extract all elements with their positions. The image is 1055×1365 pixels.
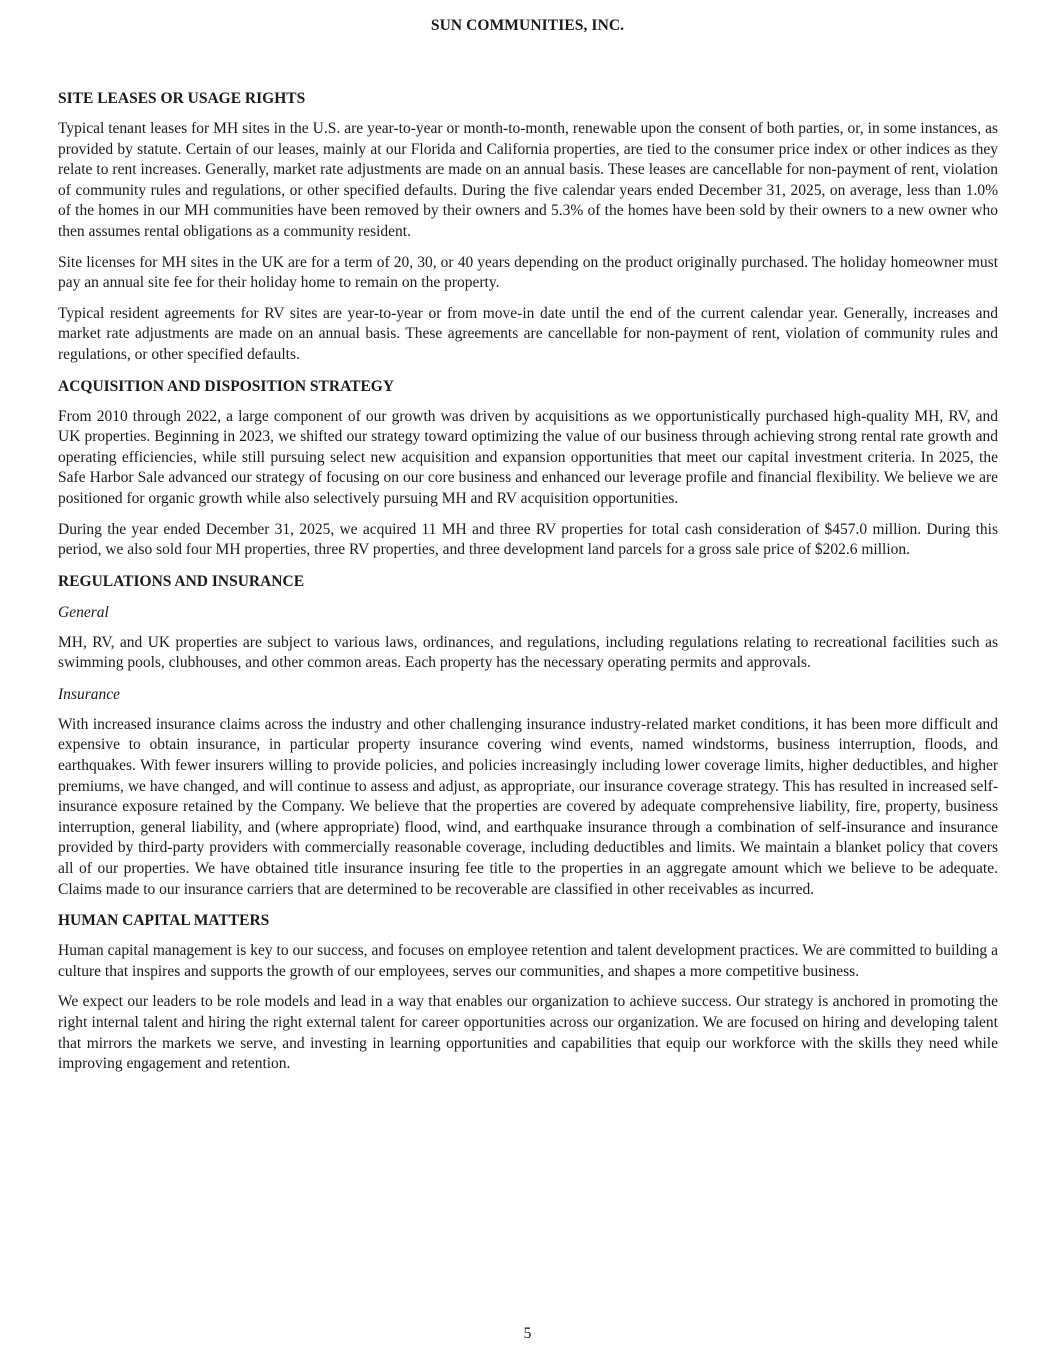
section-regulations bbox=[58, 571, 998, 901]
section-heading: REGULATIONS AND INSURANCE bbox=[58, 572, 305, 590]
paragraph: MH, RV, and UK properties are subject to various laws, ordinances, and regulations, including regulations relating to recreational facilities such as swimming pools, clubhouses, and other common areas. Each property has the necessary operating permits and approvals. bbox=[58, 633, 998, 672]
section-site-leases bbox=[58, 88, 998, 366]
paragraph: With increased insurance claims across the industry and other challenging insurance industry-related market conditions, it has been more difficult and expensive to obtain insurance, in particular property insurance covering wind events, named windstorms, business interruption, floods, and earthquakes. With fewer insurers willing to provide policies, and policies increasingly including lower coverage limits, higher deductibles, and higher premiums, we have changed, and will continue to assess and adjust, as appropriate, our insurance coverage strategy. This has resulted in increased self-insurance exposure retained by the Company. We believe that the properties are covered by adequate comprehensive liability, fire, property, business interruption, general liability, and (where appropriate) flood, wind, and earthquake insurance through a combination of self-insurance and insurance provided by third-party providers with commercially reasonable coverage, including deductibles and limits. We maintain a blanket policy that covers all of our properties. We have obtained title insurance insuring fee title to the properties in an aggregate amount which we believe to be adequate. Claims made to our insurance carriers that are determined to be recoverable are classified in other receivables as incurred. bbox=[58, 715, 998, 898]
document-body bbox=[58, 88, 998, 1085]
paragraph: We expect our leaders to be role models and lead in a way that enables our organization to achieve success. Our strategy is anchored in promoting the right internal talent and hiring the right external talent for career opportunities across our organization. We are focused on hiring and developing talent that mirrors the markets we serve, and investing in learning opportunities and capabilities that equip our workforce with the skills they need while improving engagement and retention. bbox=[58, 993, 998, 1073]
paragraph: Human capital management is key to our success, and focuses on employee retention and talent development practices. We are committed to building a culture that inspires and supports the growth of our employees, serves our communities, and shapes a more competitive business. bbox=[58, 942, 998, 980]
document-header: SUN COMMUNITIES, INC. bbox=[430, 17, 625, 34]
paragraph: During the year ended December 31, 2025, we acquired 11 MH and three RV properties for total cash consideration of $457.0 million. During this period, we also sold four MH properties, three RV properties, and three development land parcels for a gross sale price of $202.6 million. bbox=[58, 520, 998, 559]
section-heading: SITE LEASES OR USAGE RIGHTS bbox=[58, 90, 306, 107]
section-human-capital bbox=[58, 910, 998, 1075]
paragraph: Typical tenant leases for MH sites in the U.S. are year-to-year or month-to-month, renewable upon the consent of both parties, or, in some instances, as provided by statute. Certain of our leases, mainly at our Florida and California properties, are tied to the consumer price index or other indices as they relate to rent increases. Generally, market rate adjustments are made on an annual basis. These leases are cancellable for non-payment of rent, violation of community rules and regulations, or other specified defaults. During the five calendar years ended December 31, 2025, on average, less than 1.0% of the homes in our MH communities have been removed by their owners and 5.3% of the homes have been sold by their owners to a new owner who then assumes rental obligations as a community resident. bbox=[58, 120, 998, 240]
page-number: 5 bbox=[523, 1325, 532, 1342]
section-heading: ACQUISITION AND DISPOSITION STRATEGY bbox=[58, 377, 395, 395]
subheading-general: General bbox=[58, 603, 109, 621]
section-acquisition bbox=[58, 376, 998, 561]
paragraph: Site licenses for MH sites in the UK are for a term of 20, 30, or 40 years depending on the product originally purchased. The holiday homeowner must pay an annual site fee for their holiday home to remain on the property. bbox=[58, 253, 998, 292]
paragraph: From 2010 through 2022, a large component of our growth was driven by acquisitions as we opportunistically purchased high-quality MH, RV, and UK properties. Beginning in 2023, we shifted our strategy toward optimizing the value of our business through achieving strong rental rate growth and operating efficiencies, while still pursuing select new acquisition and expansion opportunities that meet our capital investment criteria. In 2025, the Safe Harbor Sale advanced our strategy of focusing on our core business and enhanced our leverage profile and financial flexibility. We believe we are positioned for organic growth while also selectively pursuing MH and RV acquisition opportunities. bbox=[58, 407, 998, 507]
section-heading: HUMAN CAPITAL MATTERS bbox=[58, 912, 270, 930]
subheading-insurance: Insurance bbox=[58, 685, 120, 703]
paragraph: Typical resident agreements for RV sites are year-to-year or from move-in date until the end of the current calendar year. Generally, increases and market rate adjustments are made on an annual basis. These agreements are cancellable for non-payment of rent, violation of community rules and regulations, or other specified defaults. bbox=[58, 304, 998, 363]
